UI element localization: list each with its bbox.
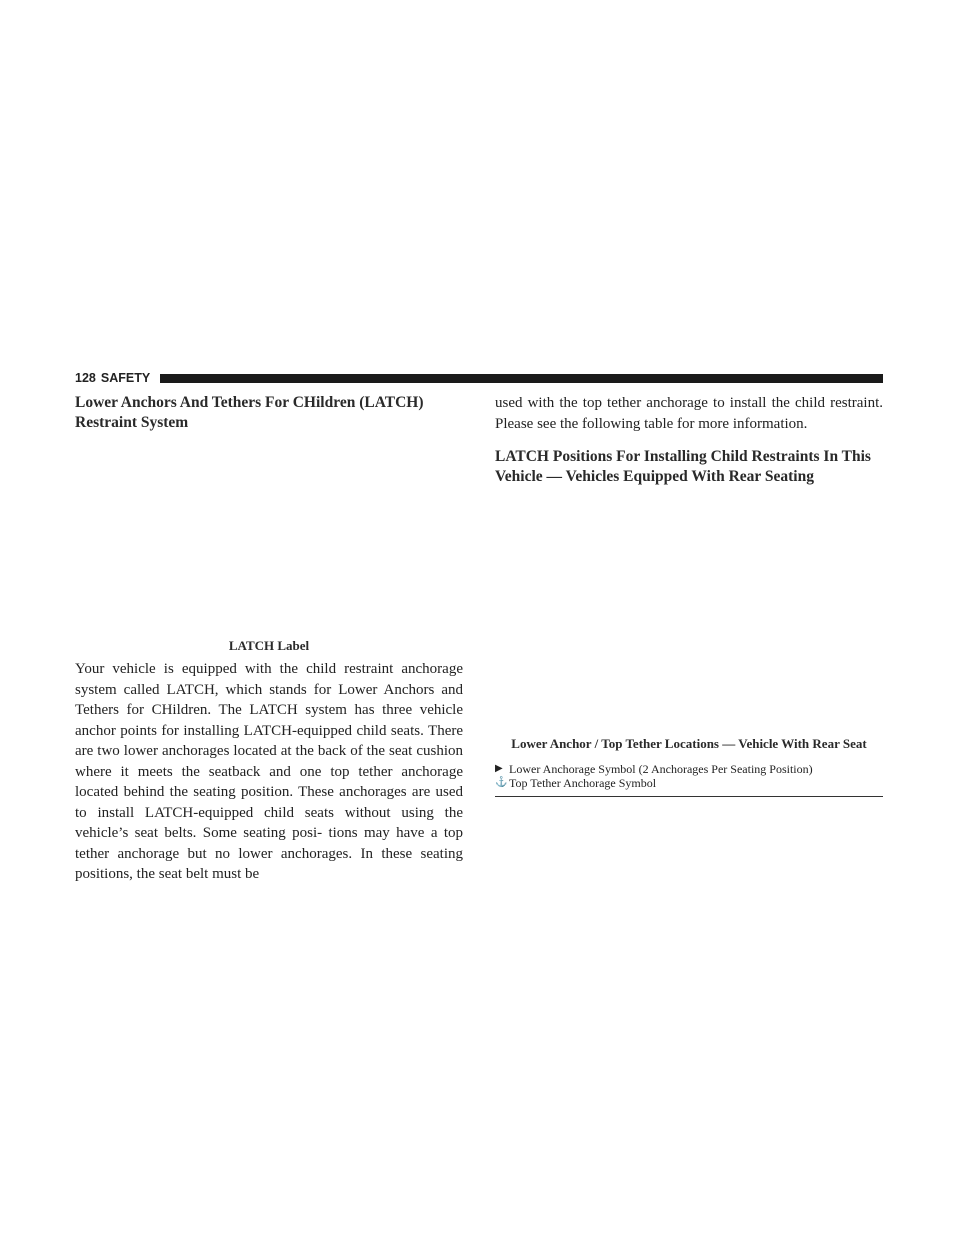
legend-item-lower-anchorage (495, 762, 883, 776)
left-column (75, 393, 463, 885)
latch-paragraph-continued: used with the top tether anchorage to install the child restraint. Please see the following table for more information. (495, 395, 883, 432)
latch-paragraph: Your vehicle is equipped with the child restraint anchorage system called LATCH, which stands for Lower Anchors and Tethers for CHildren. The LATCH system has three vehicle anchor points for installing LATCH-equipped child seats. There are two lower anchorages located at the back of the seat cushion where it meets the seatback and one top tether anchorage located behind the seating position. These anchorages are used to install LATCH-equipped child seats without using the vehicle’s seat belts. Some seating posi- tions may have a top tether anchorage but no lower anchorages. In these seating positions, the seat belt must be (75, 661, 463, 882)
lower-anchorage-icon: ▶ (495, 763, 503, 774)
latch-heading: Lower Anchors And Tethers For CHildren (LATCH) Restraint System (75, 394, 424, 431)
page-header (75, 371, 883, 385)
page-number: 128 (75, 371, 96, 385)
right-column (495, 393, 883, 797)
anchor-locations-caption: Lower Anchor / Top Tether Locations — Vehicle With Rear Seat (511, 736, 867, 751)
header-rule (160, 374, 883, 383)
anchor-locations-figure (495, 487, 883, 736)
legend-rule (495, 796, 883, 797)
legend-item-top-tether (495, 776, 883, 790)
anchor-legend (495, 762, 883, 790)
latch-positions-heading: LATCH Positions For Installing Child Restraints In This Vehicle — Vehicles Equipped With Rear Seating (495, 448, 871, 485)
legend-text: Top Tether Anchorage Symbol (509, 776, 657, 790)
latch-label-caption: LATCH Label (228, 638, 310, 653)
latch-label-figure (75, 433, 463, 638)
top-tether-anchorage-icon: ⚓ (495, 777, 508, 788)
section-title: SAFETY (100, 371, 151, 385)
legend-text: Lower Anchorage Symbol (2 Anchorages Per Seating Position) (509, 762, 813, 776)
